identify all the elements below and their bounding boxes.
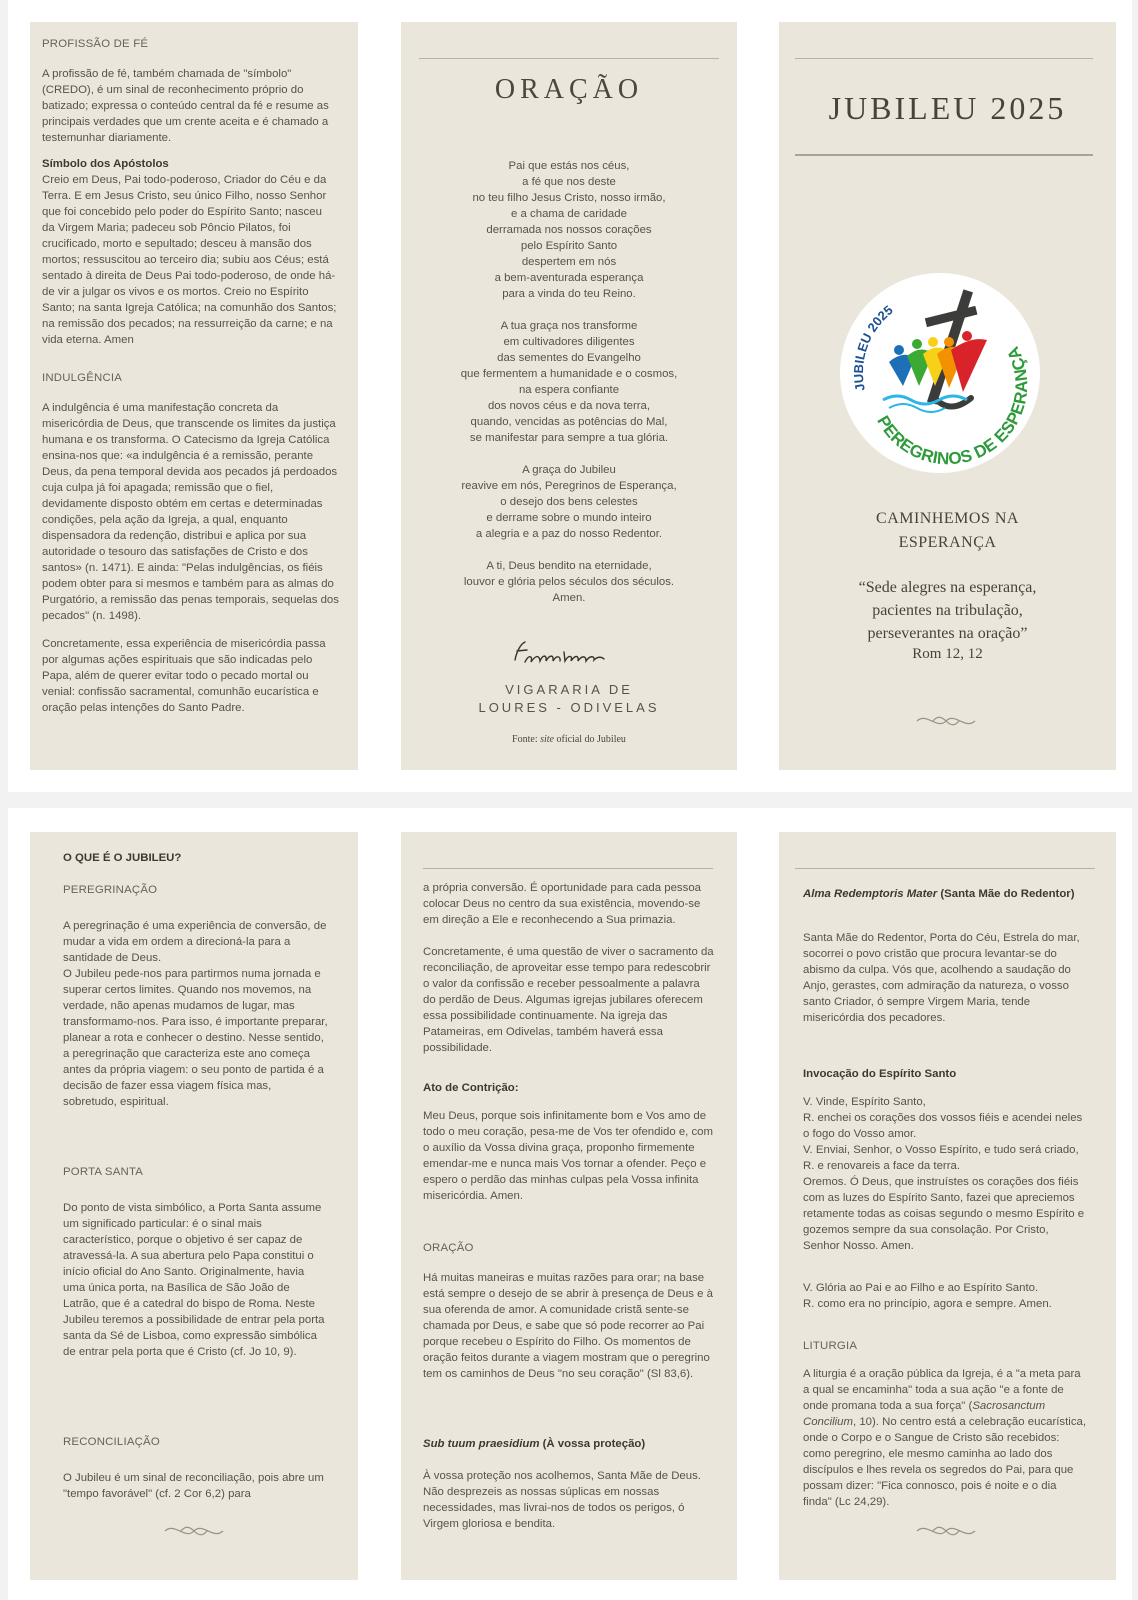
panel-conversion-prayer [401, 832, 737, 1580]
confession-text: Concretamente, é uma questão de viver o sacramento da reconciliação, de aproveitar esse tempo para redescobrir o valor da confissão e receber pessoalmente a palavra do perdão de Deus. Algumas igrejas jubilares oferecem essa possibilidade continuamente. Na igreja das Patameiras, em Odivelas, também haverá essa possibilidade. [423, 946, 714, 1054]
contrition-text: Meu Deus, porque sois infinitamente bom e Vos amo de todo o meu coração, pesa-me de Vos ter ofendido e, com o auxílio da Vossa divina graça, proponho firmemente emendar-me e nunca mais Vos tornar a ofender. Peço e espero o perdão das minhas culpas pela Vossa infinita misericórdia. Amen. [423, 1110, 713, 1202]
source-note [401, 734, 737, 745]
heading-profissao: PROFISSÃO DE FÉ [42, 38, 149, 50]
prayer-body [411, 158, 727, 606]
invocation-line: V. Enviai, Senhor, o Vosso Espírito, e tudo será criado, [803, 1144, 1079, 1156]
prayer-line: a bem-aventurada esperança [494, 272, 644, 284]
alma-text: Santa Mãe do Redentor, Porta do Céu, Estrela do mar, socorrei o povo cristão que procura levantar-se do abismo da culpa. Vós que, acolhendo a saudação do Anjo, gerastes, com admiração da natureza, o vosso santo Criador, ó sempre Virgem Maria, tende misericórdia dos pecadores. [803, 932, 1080, 1024]
invocation-line: V. Vinde, Espírito Santo, [803, 1096, 926, 1108]
heading-liturgia: LITURGIA [803, 1340, 858, 1352]
gloria-line: V. Glória ao Pai e ao Filho e ao Espírito Santo. [803, 1282, 1039, 1294]
jubilee-logo [837, 270, 1043, 476]
motto-line-2: ESPERANÇA [898, 534, 997, 551]
divider [795, 868, 1095, 869]
prayer-title: ORAÇÃO [494, 74, 644, 105]
brochure-outside [8, 0, 1132, 792]
heading-porta-santa: PORTA SANTA [63, 1166, 144, 1178]
prayer-line: no teu filho Jesus Cristo, nosso irmão, [472, 192, 666, 204]
prayer-line: quando, vencidas as potências do Mal, [470, 416, 668, 428]
logo-arc-top: JUBILEU 2025 [850, 302, 896, 393]
reconciliation-text: O Jubileu é um sinal de reconciliação, pois abre um "tempo favorável" (cf. 2 Cor 6,2) para [63, 1472, 324, 1500]
heading-peregrinacao: PEREGRINAÇÃO [63, 884, 158, 896]
flourish-ornament [913, 712, 979, 730]
prayer-line: e a chama de caridade [511, 208, 627, 220]
source-suffix: oficial do Jubileu [554, 734, 626, 745]
heading-indulgencia: INDULGÊNCIA [42, 372, 123, 384]
source-italic: site [540, 734, 554, 745]
alma-title-italic: Alma Redemptoris Mater [803, 888, 938, 900]
prayer-line: Amen. [552, 592, 586, 604]
prayer-line: pelo Espírito Santo [520, 240, 618, 252]
holy-door-text: Do ponto de vista simbólico, a Porta Santa assume um significado particular: é o sinal mais característico, porque o objetivo é ser capaz de atravessá-la. A sua abertura pelo Papa constitui o início oficial do Ano Santo. Originalmente, havia uma única porta, na Basílica de São João de Latrão, que é a catedral do bispo de Roma. Neste Jubileu teremos a possibilidade de entrar pela porta santa da Sé de Lisboa, como expressão simbólica de entrar pela porta que é Cristo (cf. Jo 10, 9). [63, 1202, 325, 1358]
panel-what-is-jubilee [30, 832, 358, 1580]
gloria-line: R. como era no princípio, agora e sempre. Amen. [803, 1298, 1052, 1310]
prayer-text: Há muitas maneiras e muitas razões para orar; na base está sempre o desejo de se abrir à presença de Deus e à sua oferenda de amor. A comunidade cristã sente-se chamada por Deus, e sabe que só pode recorrer ao Pai porque recebeu o Espírito do Filho. Os momentos de oração feitos durante a viagem mostram que o peregrino tem os caminhos de Deus "no seu coração" (Sl 83,6). [423, 1272, 713, 1380]
heading-reconciliacao: RECONCILIAÇÃO [63, 1436, 160, 1448]
divider [423, 868, 713, 869]
sub-tuum-italic: Sub tuum praesidium [423, 1438, 540, 1450]
prayer-line: A tua graça nos transforme [500, 320, 638, 332]
prayer-line: na espera confiante [518, 384, 620, 396]
source-prefix: Fonte: [512, 734, 541, 745]
invocation-line: Oremos. Ó Deus, que instruístes os corações dos fiéis com as luzes do Espírito Santo, fazei que apreciemos retamente todas as coisas segundo o mesmo Espírito e gozemos sempre da sua consolação. Por Cristo, Senhor Nosso. Amen. [803, 1176, 1085, 1252]
indulgence-text: A indulgência é uma manifestação concreta da misericórdia de Deus, que transcende os limites da justiça humana e os transforma. O Catecismo da Igreja Católica ensina-nos que: «a indulgência é a remissão, perante Deus, da pena temporal devida aos pecados já perdoados cuja culpa já foi apagada; remissão que o fiel, devidamente disposto obtém em certas e determinadas condições, pela ação da Igreja, a qual, enquanto dispensadora da redenção, distribui e aplica por sua autoridade o tesouro das satisfações de Cristo e dos santos» (n. 1471). E ainda: "Pelas indulgências, os fiéis podem obter para si mesmos e também para as almas do Purgatório, a remissão das penas temporais, sequelas dos pecados" (n. 1498). [42, 402, 339, 622]
flourish-ornament [161, 1522, 227, 1540]
panel-cover [779, 22, 1116, 770]
jubilee-logo-graphic [837, 270, 1043, 476]
section-title: O QUE É O JUBILEU? [63, 852, 182, 864]
brochure-inside [8, 808, 1132, 1600]
panel-prayer [401, 22, 737, 770]
prayer-line: A graça do Jubileu [522, 464, 616, 476]
prayer-line: louvor e glória pelos séculos dos séculos. [463, 576, 675, 588]
prayer-line: o desejo dos bens celestes [500, 496, 638, 508]
motto-line-1: CAMINHEMOS NA [876, 510, 1019, 527]
divider-top [795, 58, 1093, 59]
pilgrimage-text: A peregrinação é uma experiência de conversão, de mudar a vida em ordem a direcioná-la para a santidade de Deus. [63, 920, 327, 964]
prayer-line: e derrame sobre o mundo inteiro [486, 512, 652, 524]
org-line-2: LOURES - ODIVELAS [478, 700, 660, 715]
indulgence-text-2: Concretamente, essa experiência de misericórdia passa por algumas ações espirituais que são indicadas pelo Papa, além de querer evitar todo o pecado mortal ou venial: confissão sacramental, comunhão eucarística e oração pelas intenções do Santo Padre. [42, 638, 326, 714]
signature [509, 636, 619, 668]
prayer-line: reavive em nós, Peregrinos de Esperança, [461, 480, 677, 492]
pilgrimage-text-2: O Jubileu pede-nos para partirmos numa jornada e superar certos limites. Quando nos movemos, na verdade, não apenas mudamos de lugar, mas transformamo-nos. Para isso, é importante preparar, planear a rota e conhecer o destino. Nesse sentido, a peregrinação que caracteriza este ano começa antes da própria viagem: o seu ponto de partida é a decisão de fazer essa viagem física mas, sobretudo, espiritual. [63, 968, 328, 1108]
panel-profession-of-faith [30, 22, 358, 770]
prayer-line: em cultivadores diligentes [503, 336, 635, 348]
quote-line: “Sede alegres na esperança, [858, 579, 1037, 596]
prayer-line: derramada nos nossos corações [486, 224, 652, 236]
invocation-line: R. enchei os corações dos vossos fiéis e acendei neles o fogo do Vosso amor. [803, 1112, 1083, 1140]
prayer-line: para a vinda do teu Reino. [502, 288, 636, 300]
conversion-text: a própria conversão. É oportunidade para cada pessoa colocar Deus no centro da sua existência, movendo-se em direção a Ele e reconhecendo a Sua primazia. [423, 882, 701, 926]
divider-bottom [795, 154, 1093, 156]
prayer-line: despertem em nós [521, 256, 617, 268]
divider [419, 58, 719, 59]
invocation-line: R. e renovareis a face da terra. [803, 1160, 961, 1172]
liturgy-text [803, 1366, 1088, 1510]
invocation-text [803, 1094, 1088, 1254]
heading-oracao: ORAÇÃO [423, 1242, 474, 1254]
cover-title: JUBILEU 2025 [828, 90, 1067, 126]
org-line-1: VIGARARIA DE [505, 682, 633, 697]
sub-tuum-text: À vossa proteção nos acolhemos, Santa Mãe de Deus. Não desprezeis as nossas súplicas em nossas necessidades, mas livrai-nos de todos os perigos, ó Virgem gloriosa e bendita. [423, 1470, 701, 1530]
liturgy-text-b: , 10). No centro está a celebração eucarística, onde o Corpo e o Sangue de Cristo são recebidos: como peregrino, ele mesmo caminha ao lado dos discípulos e lhes revela os segredos do Pai, para que possam dizer: "Fica connosco, pois é noite e o dia finda" (Lc 24,29). [803, 1416, 1087, 1508]
gloria-text [803, 1280, 1088, 1312]
prayer-line: das sementes do Evangelho [497, 352, 641, 364]
logo-arc-bottom: PEREGRINOS DE ESPERANÇA [873, 343, 1032, 469]
alma-title [803, 886, 1083, 902]
sub-tuum-rest: (À vossa proteção) [539, 1438, 646, 1450]
invocation-title: Invocação do Espírito Santo [803, 1068, 957, 1080]
bible-quote [779, 576, 1116, 645]
bible-reference: Rom 12, 12 [912, 646, 983, 662]
creed-title: Símbolo dos Apóstolos [42, 158, 169, 170]
liturgy-text-a: A liturgia é a oração pública da Igreja, é a "a meta para a qual se encaminha" toda a sua ação "e a fonte de onde promana toda a sua força" ( [803, 1368, 1081, 1412]
quote-line: pacientes na tribulação, [872, 602, 1023, 619]
alma-title-rest: (Santa Mãe do Redentor) [937, 888, 1075, 900]
prayer-line: que fermentem a humanidade e o cosmos, [460, 368, 678, 380]
intro-text: A profissão de fé, também chamada de "símbolo" (CREDO), é um sinal de reconhecimento próprio do batizado; expressa o conteúdo central da fé e resume as principais verdades que um crente aceita e é chamado a testemunhar diariamente. [42, 68, 329, 144]
prayer-line: A ti, Deus bendito na eternidade, [486, 560, 652, 572]
prayer-line [411, 446, 727, 462]
signature-graphic [509, 636, 619, 668]
prayer-line [411, 302, 727, 318]
prayer-line: dos novos céus e da nova terra, [487, 400, 651, 412]
prayer-line: se manifestar para sempre a tua glória. [469, 432, 669, 444]
prayer-line: a fé que nos deste [522, 176, 616, 188]
prayer-line [411, 542, 727, 558]
flourish-ornament [913, 1522, 979, 1540]
creed-text: Creio em Deus, Pai todo-poderoso, Criador do Céu e da Terra. E em Jesus Cristo, seu único Filho, nosso Senhor que foi concebido pelo poder do Espírito Santo; nasceu da Virgem Maria; padeceu sob Pôncio Pilatos, foi crucificado, morto e sepultado; desceu à mansão dos mortos; ressuscitou ao terceiro dia; subiu aos Céus; está sentado à direita de Deus Pai todo-poderoso, de onde há-de vir a julgar os vivos e os mortos. Creio no Espírito Santo; na santa Igreja Católica; na comunhão dos Santos; na remissão dos pecados; na ressurreição da carne; e na vida eterna. Amen [42, 174, 337, 346]
quote-line: perseverantes na oração” [867, 625, 1028, 642]
contrition-title: Ato de Contrição: [423, 1082, 519, 1094]
prayer-line: Pai que estás nos céus, [508, 160, 630, 172]
sub-tuum-title [423, 1436, 645, 1452]
prayer-line: a alegria e a paz do nosso Redentor. [475, 528, 663, 540]
liturgy-italic: Sacrosanctum Concilium [803, 1400, 1046, 1428]
panel-marian-liturgy [779, 832, 1116, 1580]
